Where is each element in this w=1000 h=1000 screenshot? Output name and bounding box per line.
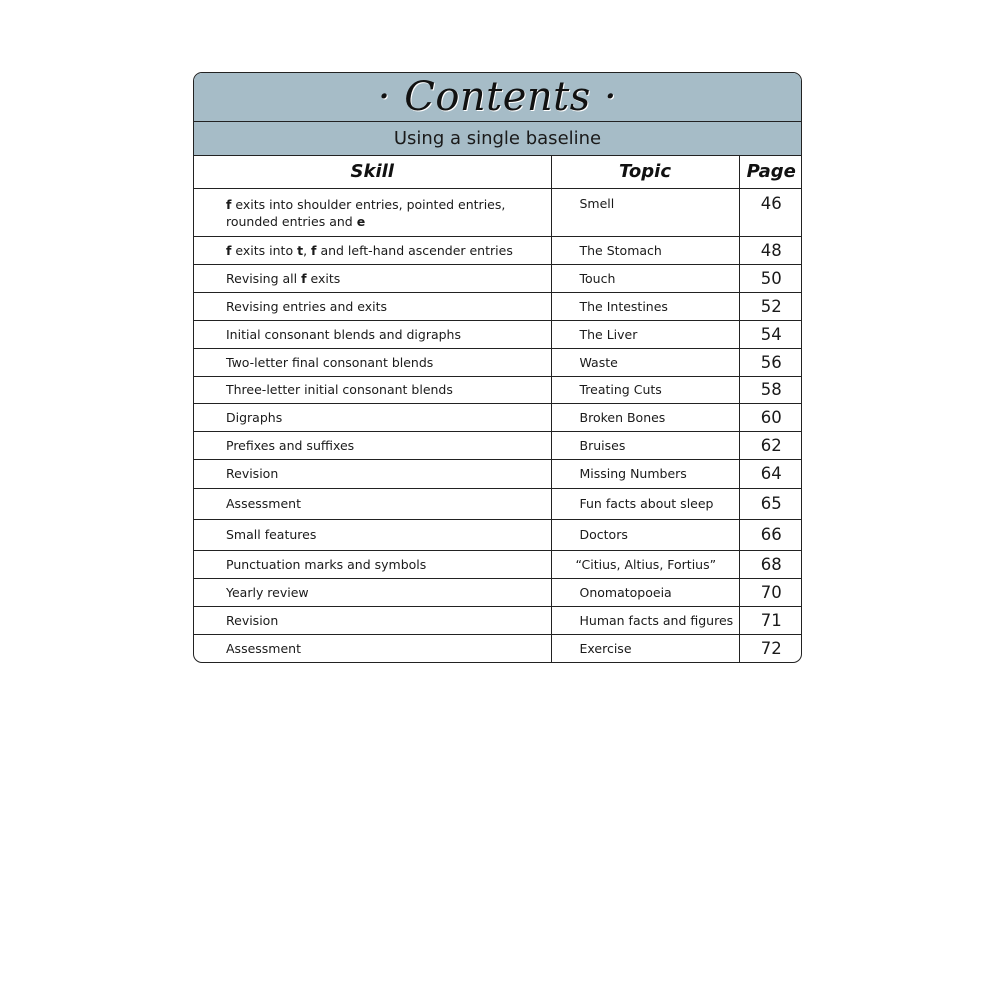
bold-letter: f — [226, 242, 232, 258]
bold-letter: t — [297, 242, 304, 258]
skill-cell: Two-letter final consonant blends — [194, 348, 551, 376]
page-cell: 64 — [739, 459, 802, 488]
topic-cell: Fun facts about sleep — [551, 488, 739, 519]
bold-letter: f — [226, 196, 232, 212]
skill-cell: Small features — [194, 519, 551, 550]
topic-cell: Touch — [551, 264, 739, 292]
column-header-topic: Topic — [551, 156, 739, 188]
skill-cell: Digraphs — [194, 403, 551, 431]
skill-text: and left-hand ascender entries — [316, 242, 513, 258]
page-cell: 71 — [739, 606, 802, 634]
skill-cell: Assessment — [194, 634, 551, 663]
page-cell: 60 — [739, 403, 802, 431]
skill-cell: Assessment — [194, 488, 551, 519]
section-subtitle: Using a single baseline — [393, 128, 602, 149]
topic-cell: Onomatopoeia — [551, 578, 739, 606]
table-row — [194, 578, 802, 606]
skill-cell: Revising entries and exits — [194, 292, 551, 320]
topic-cell: Doctors — [551, 519, 739, 550]
contents-table — [194, 156, 802, 663]
page-cell: 66 — [739, 519, 802, 550]
column-header-skill: Skill — [194, 156, 551, 188]
skill-text: exits into shoulder entries, pointed entries, — [231, 196, 506, 212]
skill-cell — [194, 236, 551, 264]
skill-text: , — [303, 242, 312, 258]
skill-cell: Revision — [194, 606, 551, 634]
table-row — [194, 606, 802, 634]
topic-cell: Bruises — [551, 431, 739, 459]
table-row — [194, 236, 802, 264]
title-band — [194, 73, 801, 122]
skill-cell — [194, 264, 551, 292]
skill-cell: Revision — [194, 459, 551, 488]
topic-cell: The Stomach — [551, 236, 739, 264]
table-row — [194, 550, 802, 578]
table-row — [194, 634, 802, 663]
table-row — [194, 264, 802, 292]
table-row — [194, 459, 802, 488]
bold-letter: f — [301, 270, 307, 286]
topic-cell: Waste — [551, 348, 739, 376]
topic-cell: The Liver — [551, 320, 739, 348]
page-cell: 65 — [739, 488, 802, 519]
table-row — [194, 488, 802, 519]
skill-text: exits into — [231, 242, 298, 258]
topic-cell: “Citius, Altius, Fortius” — [551, 550, 739, 578]
page-cell: 54 — [739, 320, 802, 348]
skill-cell: Yearly review — [194, 578, 551, 606]
subtitle-band — [194, 122, 801, 156]
page-cell: 48 — [739, 236, 802, 264]
topic-cell: Missing Numbers — [551, 459, 739, 488]
column-header-page: Page — [739, 156, 802, 188]
table-header-row — [194, 156, 802, 188]
page-cell: 46 — [739, 188, 802, 236]
page-cell: 58 — [739, 376, 802, 403]
bold-letter: e — [356, 213, 366, 229]
skill-cell — [194, 188, 551, 236]
page-cell: 56 — [739, 348, 802, 376]
page-cell: 62 — [739, 431, 802, 459]
table-row — [194, 292, 802, 320]
topic-cell: Treating Cuts — [551, 376, 739, 403]
page-cell: 70 — [739, 578, 802, 606]
table-row — [194, 376, 802, 403]
skill-cell: Punctuation marks and symbols — [194, 550, 551, 578]
table-row — [194, 320, 802, 348]
topic-cell: Exercise — [551, 634, 739, 663]
topic-cell: The Intestines — [551, 292, 739, 320]
table-row — [194, 188, 802, 236]
table-row — [194, 519, 802, 550]
table-row — [194, 431, 802, 459]
skill-text: rounded entries and — [226, 213, 357, 229]
page-cell: 68 — [739, 550, 802, 578]
page-cell: 50 — [739, 264, 802, 292]
skill-cell: Three-letter initial consonant blends — [194, 376, 551, 403]
skill-text: Revising all — [226, 270, 302, 286]
topic-cell: Smell — [551, 188, 739, 236]
page-cell: 72 — [739, 634, 802, 663]
skill-cell: Prefixes and suffixes — [194, 431, 551, 459]
table-row — [194, 403, 802, 431]
skill-cell: Initial consonant blends and digraphs — [194, 320, 551, 348]
bold-letter: f — [311, 242, 317, 258]
skill-text: exits — [306, 270, 341, 286]
topic-cell: Human facts and figures — [551, 606, 739, 634]
contents-table-card — [193, 72, 802, 663]
topic-cell: Broken Bones — [551, 403, 739, 431]
table-row — [194, 348, 802, 376]
page-title: · Contents · — [377, 74, 618, 120]
page-cell: 52 — [739, 292, 802, 320]
